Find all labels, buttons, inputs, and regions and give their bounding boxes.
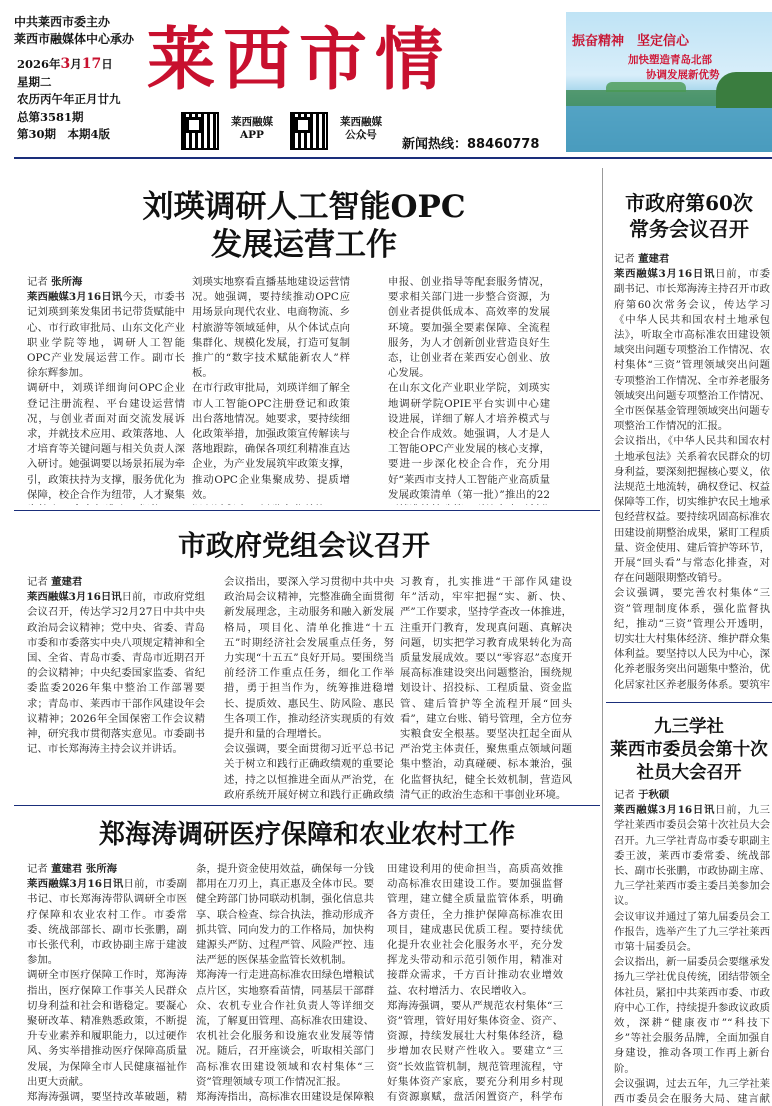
article-3-headline: 郑海涛调研医疗保障和农业农村工作 <box>98 820 515 850</box>
sidebar-2-text: 日前，九三学社莱西市委员会第十次社员大会召开。九三学社青岛市委专职副主委王波，莱西市委常委、统战部长、副市长张鹏，市政协副主席、九三学社莱西市委主委吕美参加会议。 会议审议并通过了第九届委员会工作报告，选举产生了九三学社莱西市第十届委员会。 会议指出，新一届委员会要继承发扬九三学社优良传统，团结带领全体社员，紧扣中共莱西市委、市政府中心工作，持续提升参政议政质效，深耕“健康夜市”“科技下乡”等社会服务品牌，全面加强自身建设，推动各项工作再上新台阶。 会议强调，过去五年，九三学社莱西市委员会在服务大局、建言献 <box>614 804 770 1106</box>
sidebar-1-text: 日前，市委副书记、市长郑海涛主持召开市政府第60次常务会议，传达学习《中华人民共和国农村土地承包法》，听取全市高标准农田建设领域突出问题专项整治工作情况、农村集体“三资”管理领域突出问题专项整治工作情况、全市养老服务领域突出问题专项整治工作情况、全市医保基金管理领域突出问题专项整治工作情况的汇报。 会议指出，《中华人民共和国农村土地承包法》关系着农民群众的切身利益，要深刻把握核心要义，依法规范土地流转，确权登记、权益保障等工作，切实维护农民土地承包经营权益。要持续巩固高标准农田建设前期整治成果，紧盯工程质量、资金使用、建后管护等环节，开展“回头看”与常态化排查，对存在问题限期整改销号。 会议强调，要完善农村集体“三资”管理制度体系，强化监督执纪，推动“三资”管理公开透明，切实壮大村集体经济、维护群众集体利益。要坚持以人民为中心，深化养老服务突出问题集中整治，优化居家社区养老服务体系。要筑牢 <box>614 268 770 691</box>
article-2-text-1: 日前，市政府党组会议召开，传达学习2月27日中共中央政治局会议精神；党中央、省委、青岛市委和市委落实中央八项规定精神和全国、全省、青岛市委、青岛市近期召开的会议精神；中央纪委国家监委、省纪委监委2026年集中整治工作部署要求；青岛市、莱西市干部作风建设年会议精神；2026年全国保密工作会议精神，研究我市贯彻落实意见。市委副书记、市长郑海涛主持会议并讲话。 <box>27 591 205 756</box>
issue-info <box>17 56 147 144</box>
total-issue: 总第3581期 <box>17 109 84 124</box>
article-3-col-1: 记者 董建君 张所海 莱西融媒3月16日讯日前，市委副书记、市长郑海涛带队调研全市医疗保障和农业农村工作。市委常委、统战部部长、副市长张鹏，副市长张代利，市政协副主席于建波参加。 调研全市医疗保障工作时，郑海涛指出，医疗保障工作事关人民群众切身利益和社会和谐稳定。要凝心聚研改革、精准熟悉政策，不断提升专业素养和履职能力，以过硬作风、务实举措推动医疗保障高质量发展，为保障全市人民健康福祉作出更大贡献。 郑海涛强调，要坚持改革破题，精 <box>27 862 187 1106</box>
article-1-headline: 刘瑛调研人工智能OPC 发展运营工作 <box>142 189 466 263</box>
article-1-text-1: 今天，市委书记刘瑛到莱发集团书记带货赋能中心、市行政审批局、山东文化产业职业学院等地，调研人工智能OPC产业发展运营工作。副市长徐东辉参加。 调研中，刘瑛详细询问OPC企业登记注册流程、平台建设运营情况，与创业者面对面交流发展诉求，并就技术应用、政策落地、人才培育等关键问题与相关负责人深入研讨。她强调要以场景拓展为牵引，政策扶持为支撑，服务优化为保障，校企合作为纽带，人才聚集 <box>27 291 185 501</box>
article-2-col-1: 记者 董建君 莱西融媒3月16日讯日前，市政府党组会议召开，传达学习2月27日中共中央政治局会议精神；党中央、省委、青岛市委和市委落实中央八项规定精神和全国、全省、青岛市委、青岛市近期召开的会议精神；中央纪委国家监委、省纪委监委2026年集中整治工作部署要求；青岛市、莱西市干部作风建设年会议精神；2026年全国保密工作会议精神，研究我市贯彻落实意见。市委副书记、市长郑海涛主持会议并讲话。 <box>27 576 205 756</box>
organizer-line-2: 莱西市融媒体中心承办 <box>14 32 135 46</box>
sidebar-1-headline: 市政府第60次 常务会议召开 <box>625 191 753 241</box>
organizer-line-1: 中共莱西市委主办 <box>14 15 111 29</box>
article-1-col-3: 申报、创业指导等配套服务情况，要求相关部门进一步整合资源，为创业者提供低成本、高效率的发展环境。要加强全要素保障、全流程服务，为人才创新创业营造良好生态，让创业者在莱西安心创业、放心发展。 在山东文化产业职业学院，刘瑛实地调研学院OPIE平台实训中心建设进展，详细了解人才培养模式与校企合作成效。她强调，人才是人工智能OPC产业发展的核心支撑，要进一步深化校企合作，充分用好“莱西市支持人工智能产业高质量发展政策清单（第一批）”推出的22 <box>388 276 550 501</box>
masthead-divider <box>14 157 772 159</box>
sidebar-divider <box>606 702 772 703</box>
banner-line-1: 加快塑造青岛北部 <box>628 54 712 66</box>
newspaper-title: 莱西市情 <box>147 20 452 100</box>
banner-lake-photo <box>566 12 772 152</box>
article-2-headline: 市政府党组会议召开 <box>177 529 430 562</box>
section-divider-1 <box>14 510 600 511</box>
lunar-date: 农历丙午年正月廿九 <box>17 92 121 106</box>
sidebar-2-body: 记者 于秋硕 莱西融媒3月16日讯日前，九三学社莱西市委员会第十次社员大会召开。九三学社青岛市委专职副主委王波，莱西市委常委、统战部长、副市长张鹏，市政协副主席、九三学社莱西市委主委吕美参加会议。 会议审议并通过了第九届委员会工作报告，选举产生了九三学社莱西市第十届委员会。 会议指出，新一届委员会要继承发扬九三学社优良传统，团结带领全体社员，紧扣中共莱西市委、市政府中心工作，持续提升参政议政质效，深耕“健康夜市”“科技下乡”等社会服务品牌，全面加强自身建设，推动各项工作再上新台阶。 会议强调，过去五年，九三学社莱西市委员会在服务大局、建言献 <box>614 788 770 1106</box>
article-3-text-1: 日前，市委副书记、市长郑海涛带队调研全市医疗保障和农业农村工作。市委常委、统战部部长、副市长张鹏，副市长张代利，市政协副主席于建波参加。 调研全市医疗保障工作时，郑海涛指出，医疗保障工作事关人民群众切身利益和社会和谐稳定。要凝心聚研改革、精准熟悉政策，不断提升专业素养和履职能力，以过硬作风、务实举措推动医疗保障高质量发展，为保障全市人民健康福祉作出更大贡献。 郑海涛强调，要坚持改革破题，精 <box>27 878 187 1104</box>
qr-app-label: 莱西融媒 APP <box>231 116 273 141</box>
issue-number: 第30期 本期4版 <box>17 127 111 141</box>
banner-line-2: 协调发展新优势 <box>646 69 720 81</box>
sidebar-1-body: 记者 董建君 莱西融媒3月16日讯日前，市委副书记、市长郑海涛主持召开市政府第60次常务会议，传达学习《中华人民共和国农村土地承包法》，听取全市高标准农田建设领域突出问题专项整治工作情况、农村集体“三资”管理领域突出问题专项整治工作情况、全市养老服务领域突出问题专项整治工作情况、全市医保基金管理领域突出问题专项整治工作情况的汇报。 会议指出，《中华人民共和国农村土地承包法》关系着农民群众的切身利益，要深刻把握核心要义，依法规范土地流转，确权登记、权益保障等工作，切实维护农民土地承包经营权益。要持续巩固高标准农田建设前期整治成果，紧盯工程质量、资金使用、建后管护等环节，开展“回头看”与常态化排查，对存在问题限期整改销号。 会议强调，要完善农村集体“三资”管理制度体系，强化监督执纪，推动“三资”管理公开透明，切实壮大村集体经济、维护群众集体利益。要坚持以人民为中心，深化养老服务突出问题集中整治，优化居家社区养老服务体系。要筑牢 <box>614 252 770 692</box>
article-2-col-3: 习教育，扎实推进“干部作风建设年”活动，牢牢把握“实、新、快、严”工作要求，坚持学查改一体推进，注重开门教育，发现真问题、真解决问题，切实把学习教育成果转化为高质量发展成效。要以“零容忍”态度开展高标准建设突出问题整治，围绕规划设计、招投标、工程质量、资金监管、建后管护等全流程开展“回头看”，建立台账、销号管理，全方位夯实粮食安全根基。要坚决扛起全面从严治党主体责任，聚焦重点领域问题集中整治，动真碰硬、标本兼治，强化监督执纪，健全长效机制，营造风清气正的政治生态和干事创业环境。 <box>400 576 572 800</box>
hotline: 新闻热线：88460778 <box>402 137 540 152</box>
qr-code-app-icon[interactable] <box>181 112 219 150</box>
banner-slogan: 振奋精神 坚定信心 <box>572 34 690 49</box>
date-line: 2026年3月17日 <box>17 56 113 72</box>
article-3-col-2: 条，提升资金使用效益，确保每一分钱都用在刀刃上，真正惠及全体市民。要健全跨部门协同联动机制，强化信息共享、联合检查、综合执法，推动形成齐抓共管、同向发力的工作格局，加快构建源头严防、过程严管、风险严控、违法严惩的医保基金监管长效机制。 郑海涛一行走进高标准农田绿色增粮试点片区，实地察看苗情，同基层干部群众、农机专业合作社负责人等详细交流，了解夏田管理、高标准农田建设、农机社会化服务和设施农业发展等情况。随后，召开座谈会，听取相关部门高标准农田建设领域和农村集体“三资”管理领域专项工作情况汇报。 郑海涛指出，高标准农田建设是保障粮 <box>196 863 374 1104</box>
article-3-col-3: 田建设利用的使命担当，高质高效推动高标准农田建设工作。要加强监督管理，建立健全质量监管体系，明确各方责任，全力推护保障高标准农田项目，建成惠民优质工程。要持续优化提升农业社会化服务水平，充分发挥龙头带动和示范引领作用，精准对接群众需求，千方百计推动农业增效益、农村增活力、农民增收入。 郑海涛强调，要从严规范农村集体“三资”管理，管好用好集体资金、资产、资源，持续发展壮大村集体经济，稳步增加农民财产性收入。要建立“三资”长效监管机制，规范管理流程，守好集体资产家底，要充分利用乡村现有资源禀赋，盘活闲置资产，科学布 <box>387 863 563 1104</box>
article-2-col-2: 会议指出，要深入学习贯彻中共中央政治局会议精神，完整准确全面贯彻新发展理念，主动服务和融入新发展格局，项目化、清单化推进“十五五”时期经济社会发展重点任务，努力实现“十五五”良好开局。要围绕当前经济工作重点任务，细化工作举措，勇于担当作为，统筹推进稳增长、提质效、惠民生、防风险、惠民生各项工作，推动经济实现质的有效提升和量的合理增长。 会议强调，要全面贯彻习近平总书记关于树立和践行正确政绩观的重要论述，持之以恒推进全面从严治党，在政府系统开展好树立和践行正确政绩 <box>224 576 394 800</box>
article-1-col-1: 记者 张所海 莱西融媒3月16日讯今天，市委书记刘瑛到莱发集团书记带货赋能中心、市行政审批局、山东文化产业职业学院等地，调研人工智能OPC产业发展运营工作。副市长徐东辉参加。 调研中，刘瑛详细询问OPC企业登记注册流程、平台建设运营情况，与创业者面对面交流发展诉求，并就技术应用、政策落地、人才培育等关键问题与相关负责人深入研讨。她强调要以场景拓展为牵引，政策扶持为支撑，服务优化为保障，校企合作为纽带，人才聚集 <box>27 275 185 505</box>
weekday: 星期二 <box>17 74 52 89</box>
column-divider <box>602 168 603 1106</box>
qr-wechat-label: 莱西融媒 公众号 <box>340 116 382 141</box>
article-1-col-2: 刘瑛实地察看直播基地建设运营情况。她强调，要持续推动OPC应用场景向现代农业、电商物流、乡村旅游等领域延伸，从个体试点向集群化、规模化发展，打造可复制推广的“数字技术赋能新农人”样板。 在市行政审批局，刘瑛详细了解全市人工智能OPC注册登记和政策出台落地情况。她要求，要持续细化政策举措，加强政策宣传解读与落地跟踪，确保各项红利精准直达企业，为产业发展筑牢政策支撑，推动OPC企业集聚成势、提质增效。 <box>192 276 350 501</box>
sidebar-2-headline: 九三学社 莱西市委员会第十次 社员大会召开 <box>610 717 768 783</box>
qr-code-wechat-icon[interactable] <box>290 112 328 150</box>
section-divider-2 <box>14 805 600 806</box>
